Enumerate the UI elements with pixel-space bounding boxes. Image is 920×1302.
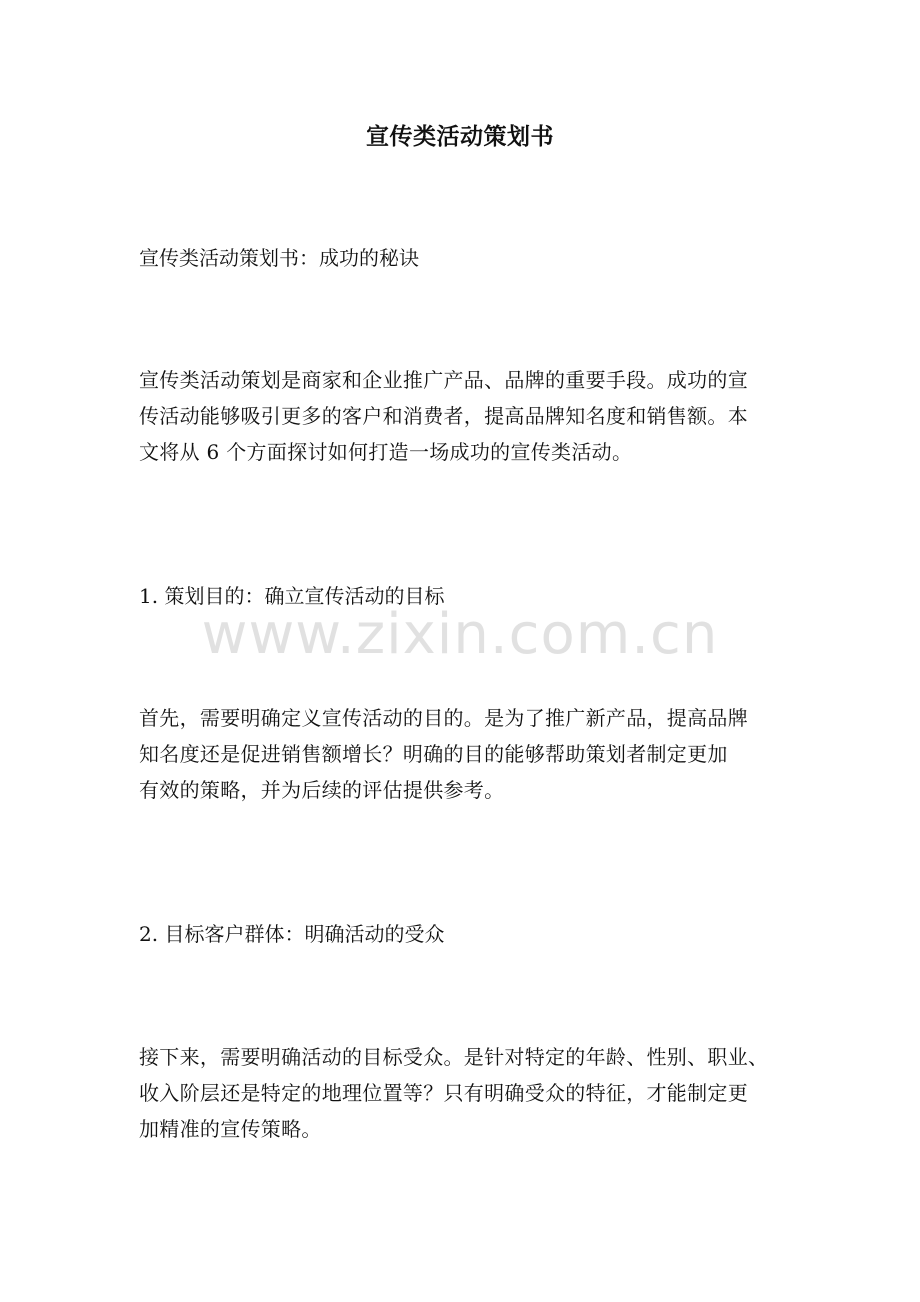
section1-line: 知名度还是促进销售额增长？明确的目的能够帮助策划者制定更加 xyxy=(139,742,728,766)
section1-line: 有效的策略，并为后续的评估提供参考。 xyxy=(139,778,505,802)
intro-paragraph xyxy=(139,362,787,470)
section2-line: 收入阶层还是特定的地理位置等？只有明确受众的特征，才能制定更 xyxy=(139,1081,748,1105)
intro-line: 文将从 6 个方面探讨如何打造一场成功的宣传类活动。 xyxy=(139,440,633,464)
section1-line: 首先，需要明确定义宣传活动的目的。是为了推广新产品，提高品牌 xyxy=(139,706,748,730)
document-subtitle: 宣传类活动策划书：成功的秘诀 xyxy=(139,246,419,270)
section1-paragraph xyxy=(139,700,787,808)
intro-line: 宣传类活动策划是商家和企业推广产品、品牌的重要手段。成功的宣 xyxy=(139,368,748,392)
section2-line: 加精准的宣传策略。 xyxy=(139,1117,322,1141)
section2-heading: 2. 目标客户群体：明确活动的受众 xyxy=(139,922,445,946)
section2-line: 接下来，需要明确活动的目标受众。是针对特定的年龄、性别、职业、 xyxy=(139,1045,769,1069)
intro-line: 传活动能够吸引更多的客户和消费者，提高品牌知名度和销售额。本 xyxy=(139,404,748,428)
section2-paragraph xyxy=(139,1039,787,1147)
watermark: www.zixin.com.cn xyxy=(201,602,719,667)
document-title: 宣传类活动策划书 xyxy=(366,123,554,150)
section1-heading: 1. 策划目的：确立宣传活动的目标 xyxy=(139,584,445,608)
